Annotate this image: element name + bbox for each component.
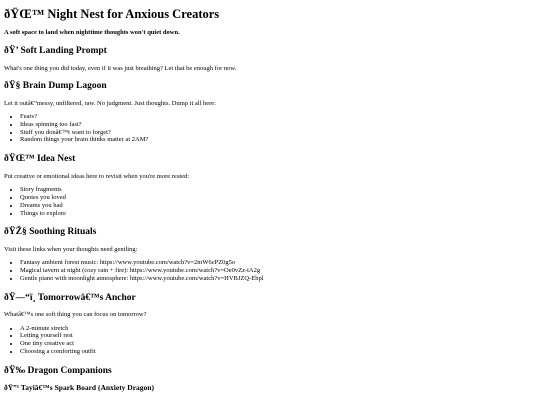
section-heading: ðŸ‰ Dragon Companions (4, 365, 112, 376)
section-text: Visit these links when your thoughts need gentling: (4, 245, 138, 253)
bullet-list (4, 325, 536, 356)
section-brain-dump-lagoon (4, 81, 536, 144)
section-text: Let it outâ€”messy, unfiltered, raw. No judgment. Just thoughts. Dump it all here: (4, 99, 216, 107)
section-heading: ðŸŽ§ Soothing Rituals (4, 227, 97, 238)
section-text: What's one thing you did today, even if it was just breathing? Let that be enough for now. (4, 64, 237, 72)
list-item: • One tiny creative act (20, 340, 536, 348)
bullet-list (4, 113, 536, 144)
section-idea-nest (4, 154, 536, 217)
section-heading: ðŸ’ Soft Landing Prompt (4, 46, 107, 57)
section-heading: ðŸ§ Brain Dump Lagoon (4, 81, 107, 92)
list-item: • Fears? (20, 113, 536, 121)
page-subtitle: A soft space to land when nighttime thoughts won't quiet down. (4, 28, 180, 36)
subsection-heading: ðŸ”¹ Tayiâ€™s Spark Board (Anxiety Dragon) (4, 383, 154, 393)
list-item: • Letting yourself rest (20, 332, 536, 340)
list-item: • Choosing a comforting outfit (20, 348, 536, 356)
list-item: • A 2-minute stretch (20, 325, 536, 333)
section-tomorrows-anchor (4, 293, 536, 356)
list-item: • Random things your brain thinks matter at 2AM? (20, 136, 536, 144)
list-item: • Quotes you loved (20, 194, 536, 202)
section-text: Whatâ€™s one soft thing you can focus on tomorrow? (4, 311, 147, 319)
list-item: • Dreams you had (20, 202, 536, 210)
list-item-link: • Magical tavern at night (cozy rain + fire): https://www.youtube.com/watch?v=Oe0vZz-tA2g (20, 267, 536, 275)
list-item-link: • Fantasy ambient forest music: https://www.youtube.com/watch?v=2mW6cPZ0g5o (20, 259, 536, 267)
page-title: ðŸŒ™ Night Nest for Anxious Creators (4, 7, 220, 21)
list-item: • Story fragments (20, 186, 536, 194)
section-heading: ðŸ—“ï¸ Tomorrowâ€™s Anchor (4, 292, 136, 303)
list-item: • Ideas spinning too fast? (20, 121, 536, 129)
bullet-list (4, 259, 536, 282)
section-soft-landing-prompt (4, 46, 536, 72)
list-item: • Things to explore (20, 210, 536, 218)
section-soothing-rituals (4, 227, 536, 282)
section-heading: ðŸŒ™ Idea Nest (4, 154, 76, 165)
bullet-list (4, 186, 536, 217)
list-item-link: • Gentle piano with moonlight atmosphere: https://www.youtube.com/watch?v=HVBJZQ-Ebpl (20, 275, 536, 283)
section-text: Put creative or emotional ideas here to revisit when you're more rested: (4, 172, 190, 180)
list-item: • Stuff you donâ€™t want to forget? (20, 129, 536, 137)
section-dragon-companions (4, 366, 536, 393)
